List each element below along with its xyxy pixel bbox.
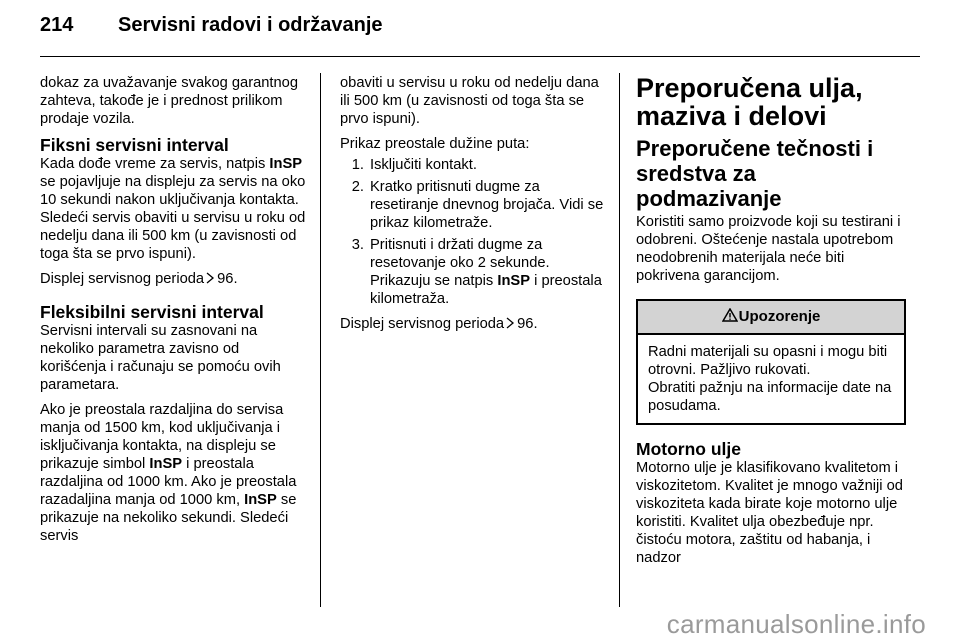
heading-fixed-service-interval: Fiksni servisni interval [40,135,229,155]
list-item: 3. Pritisnuti i držati dugme za resetovanje oko 2 sekunde. Prikazuju se natpis InSP i preostala kilometraža. [351,237,602,307]
paragraph-warranty: dokaz za uvažavanje svakog garantnog zahteva, takođe je i prednost prilikom prodaje vozila. [40,75,299,127]
watermark: carmanualsonline.info [666,609,926,639]
warning-triangle-icon [722,308,738,322]
heading-engine-oil: Motorno ulje [636,439,741,459]
display-reference-link[interactable]: Displej servisnog perioda 96. [340,316,538,332]
list-item: 2. Kratko pritisnuti dugme za resetiranje dnevnog brojača. Vidi se prikaz kilometraže. [351,179,604,231]
column-right [636,74,906,574]
paragraph-remaining-display-intro: Prikaz preostale dužine puta: [340,136,530,152]
column-divider-right [619,73,620,607]
list-item: 1. Isključiti kontakt. [351,157,477,173]
page-reference-arrow-icon [505,317,515,329]
insp-symbol: InSP [497,273,531,289]
paragraph-engine-oil: Motorno ulje je klasifikovano kvalitetom i viskozitetom. Kvalitet je mnogo važniji od viskoziteta kada birate koje motorno ulje koristiti. Kvalitet ulja obezbeđuje npr. čistoću motora, zaštitu od habanja, i nadzor [636,460,903,566]
page-number: 214 [40,14,74,36]
insp-symbol: InSP [269,156,303,172]
paragraph-approved-products: Koristiti samo proizvode koji su testirani i odobreni. Oštećenje nastala upotrebom neodobrenih materijala neće biti pokrivena garancijom. [636,214,901,284]
section-title: Preporučena ulja, maziva i delovi [636,73,863,131]
page-header [40,14,920,54]
header-rule [40,56,920,57]
paragraph-service-continuation: obaviti u servisu u roku od nedelju dana ili 500 km (u zavisnosti od toga šta se prvo ispuni). [340,75,599,127]
paragraph-remaining-distance: Ako je preostala razdaljina do servisa manja od 1500 km, kod uključivanja i isključivanja kontakta, na displeju se prikazuje simbol InSP i preostala razdaljina od 1000 km. Ako je preostala razadaljina manja od 1000 km, InSP se prikazuje na nekoliko sekundi. Sledeći servis [40,402,297,544]
display-reference-link[interactable]: Displej servisnog perioda 96. [40,271,238,287]
paragraph-fixed-interval: Kada dođe vreme za servis, natpis InSP se pojavljuje na displeju za servis na oko 10 sekundi nakon uključivanja kontakta. Sledeći servis obaviti u servisu u roku od nedelju dana ili 500 km (u zavisnosti od toga šta se prvo ispuni). [40,156,306,262]
page-title: Servisni radovi i održavanje [118,14,383,36]
paragraph-flexible-interval: Servisni intervali su zasnovani na nekoliko parametra zavisno od korišćenja i računaju se pomoću ovih parametara. [40,323,281,393]
warning-box [636,299,906,425]
insp-symbol: InSP [149,456,183,472]
column-middle [340,74,608,340]
column-divider-left [320,73,321,607]
heading-flexible-service-interval: Fleksibilni servisni interval [40,302,264,322]
warning-header: Upozorenje [638,301,904,335]
column-left [40,74,308,552]
warning-body: Radni materijali su opasni i mogu biti otrovni. Pažljivo rukovati. Obratiti pažnju na informacije date na posudama. [648,344,892,414]
steps-list [340,156,608,308]
subsection-title: Preporučene tečnosti i sredstva za podmazivanje [636,136,874,211]
page-reference-arrow-icon [205,272,215,284]
insp-symbol: InSP [244,492,277,508]
